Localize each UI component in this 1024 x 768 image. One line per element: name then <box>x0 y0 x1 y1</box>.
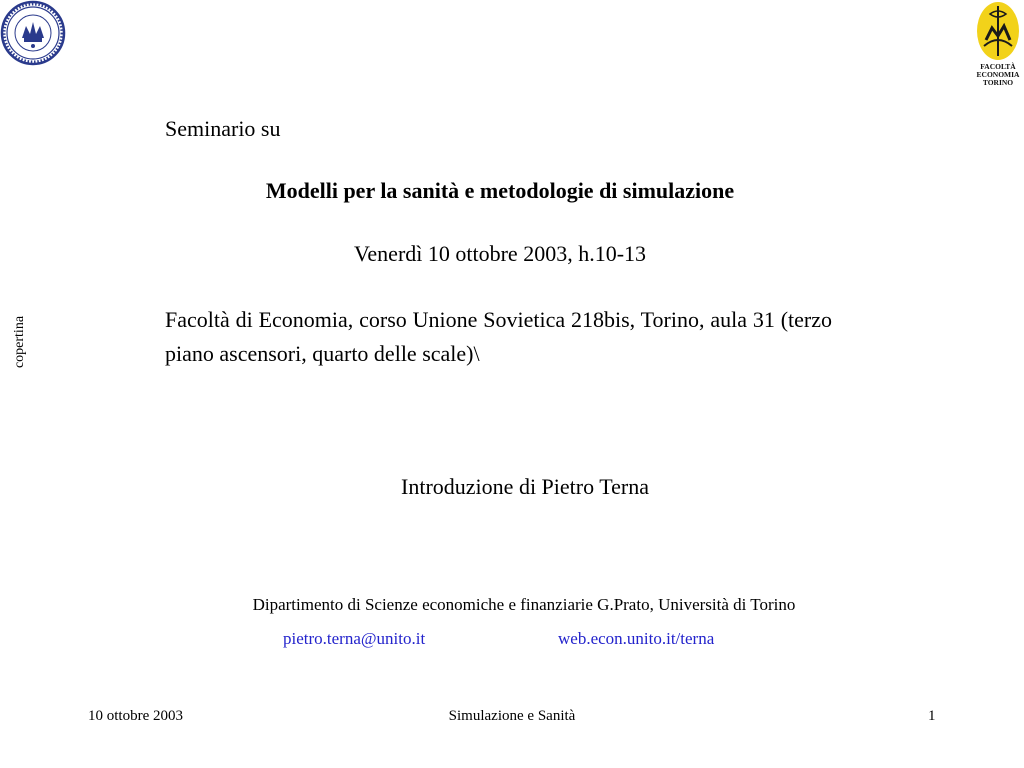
seminar-intro: Seminario su <box>165 116 281 141</box>
footer-title: Simulazione e Sanità <box>448 708 576 724</box>
slide-side-label: copertina <box>12 315 27 369</box>
faculty-logo-caption-1: FACOLTÀ <box>980 62 1016 71</box>
university-seal-logo <box>0 0 66 66</box>
email-link[interactable]: pietro.terna@unito.it <box>283 629 426 648</box>
website-link[interactable]: web.econ.unito.it/terna <box>558 629 715 648</box>
introduction-speaker: Introduzione di Pietro Terna <box>401 474 649 499</box>
seminar-location: Facoltà di Economia, corso Unione Sovietica 218bis, Torino, aula 31 (terzo piano ascensori, quarto delle scale)\ <box>165 307 832 366</box>
footer-date: 10 ottobre 2003 <box>88 708 183 724</box>
faculty-logo-caption-2: ECONOMIA <box>976 70 1020 79</box>
department-affiliation: Dipartimento di Scienze economiche e finanziarie G.Prato, Università di Torino <box>252 595 796 614</box>
faculty-economics-logo <box>972 0 1024 92</box>
seminar-title: Modelli per la sanità e metodologie di simulazione <box>265 178 735 203</box>
seminar-date: Venerdì 10 ottobre 2003, h.10-13 <box>353 241 647 266</box>
page-number: 1 <box>928 708 936 724</box>
faculty-logo-caption-3: TORINO <box>982 78 1014 87</box>
